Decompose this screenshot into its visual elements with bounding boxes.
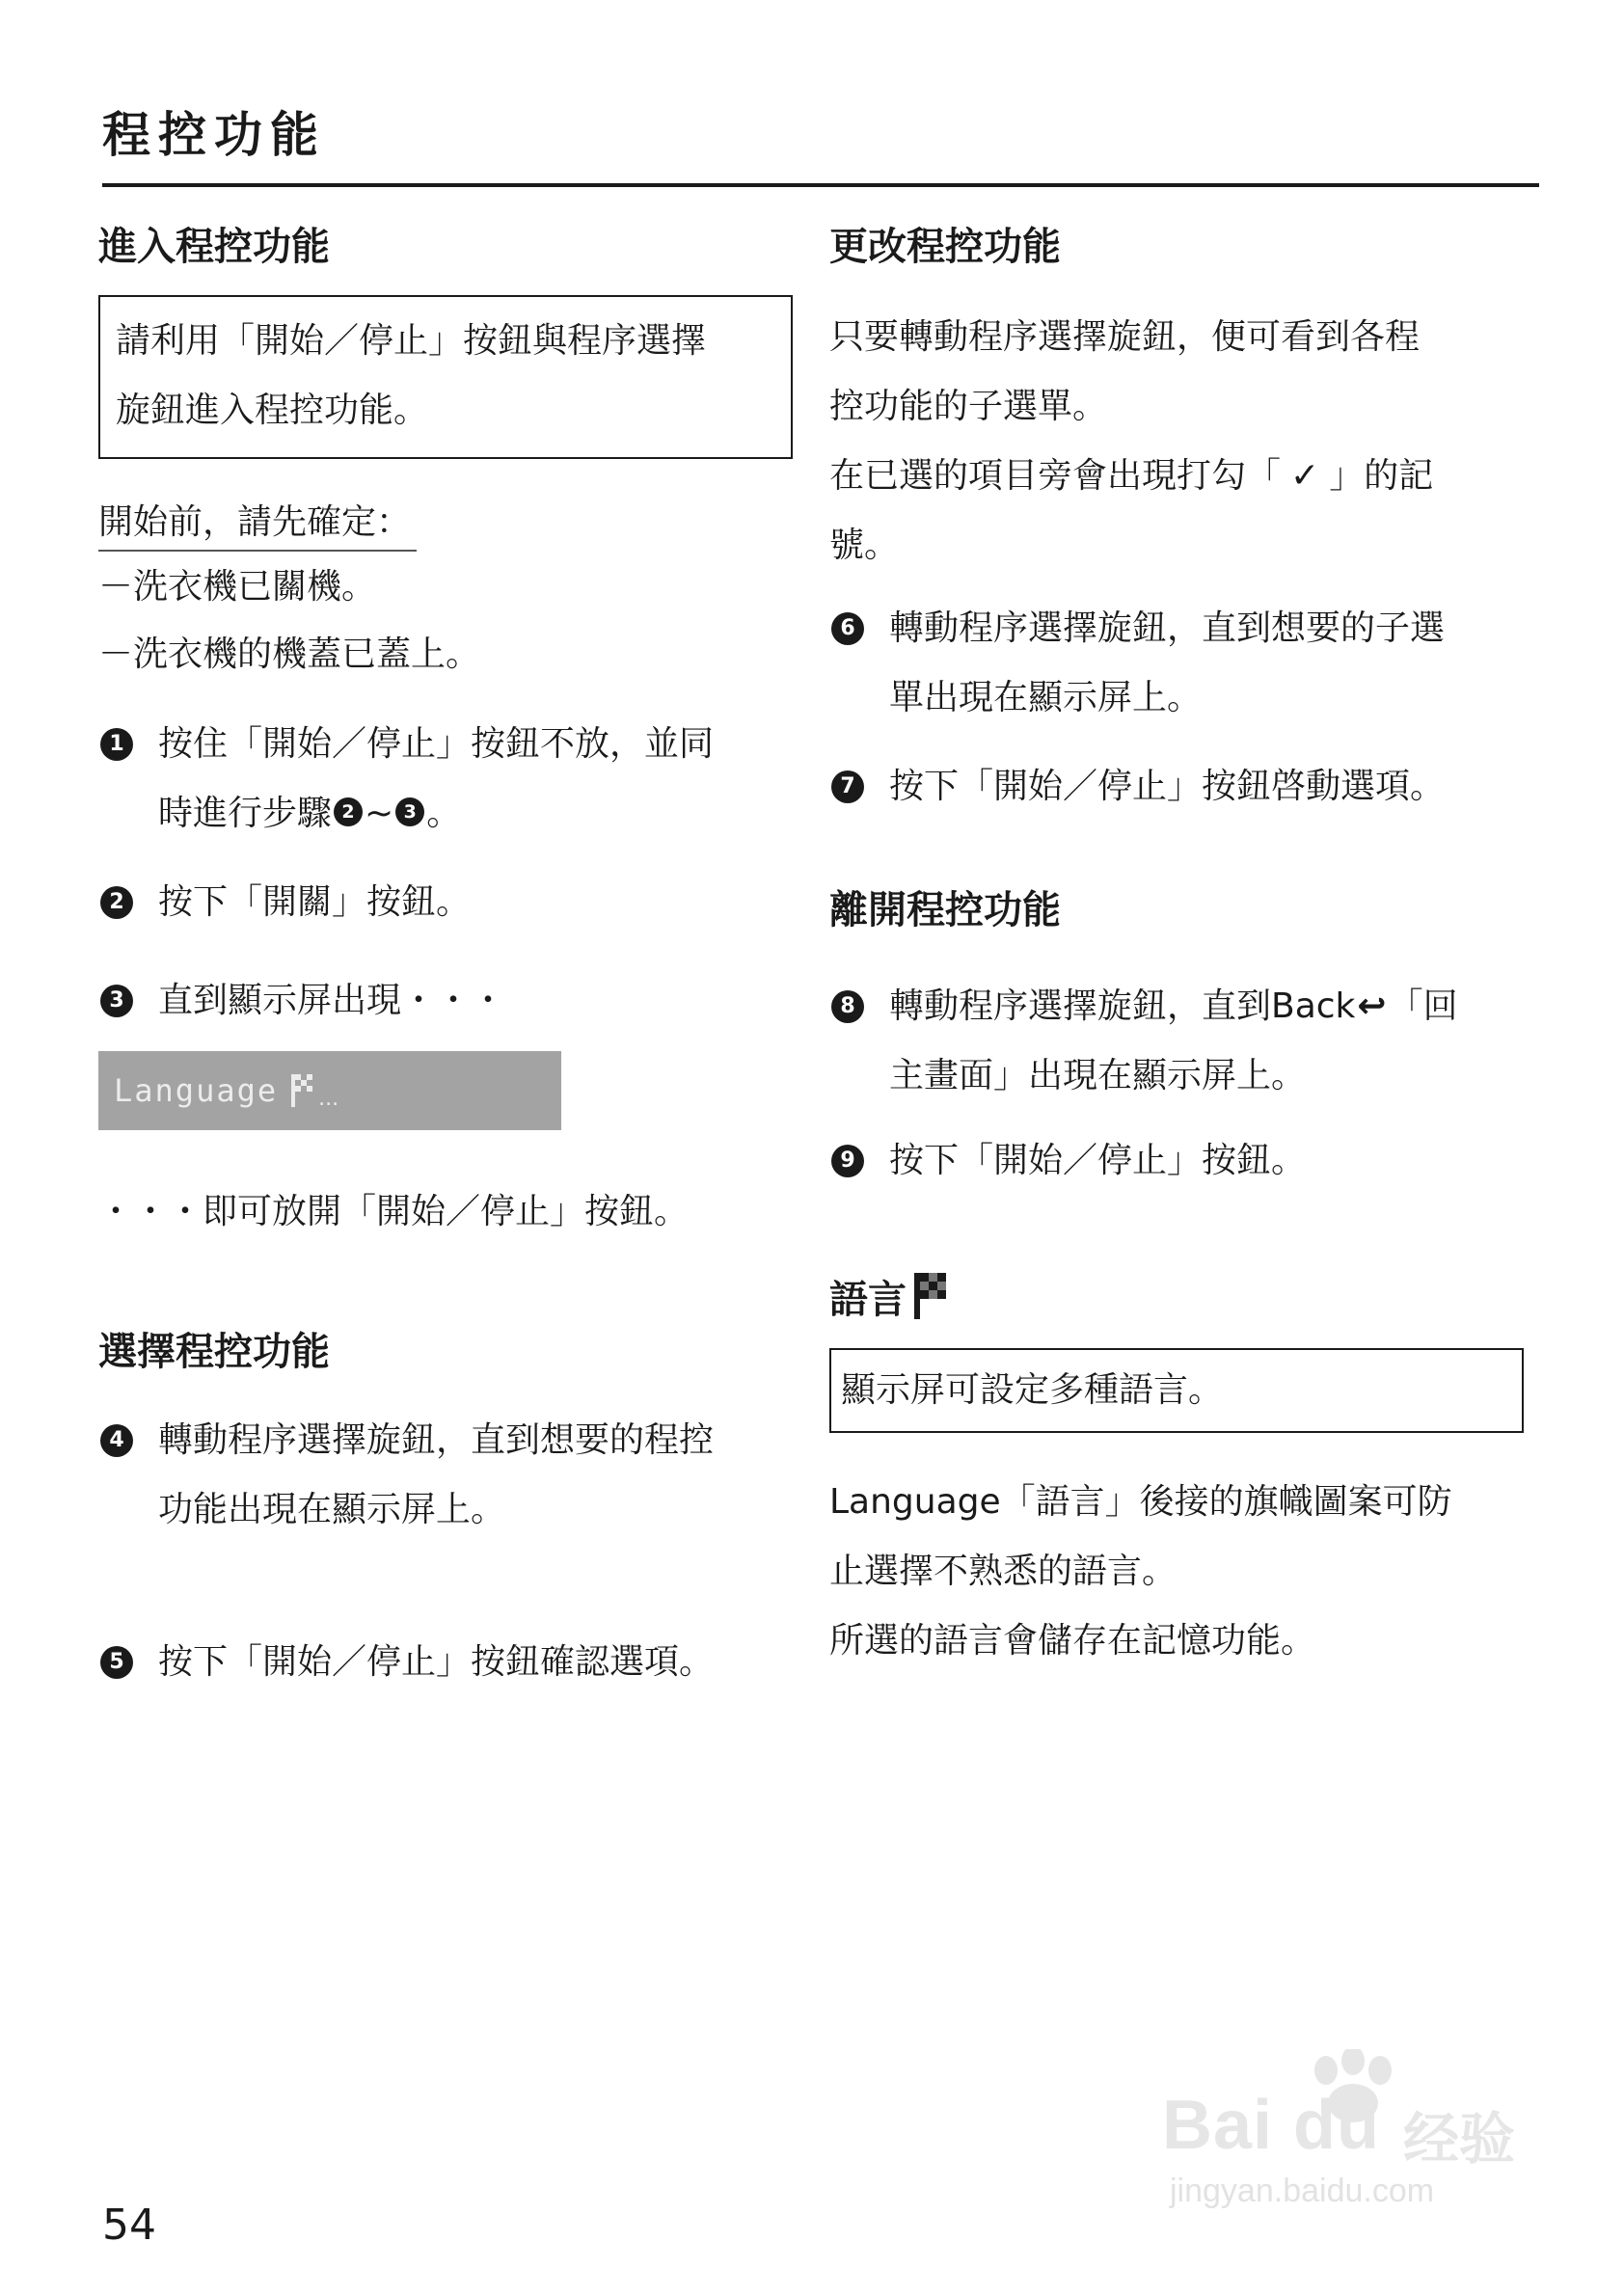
- change-para2-line2: 號。: [829, 526, 900, 565]
- before-label: 開始前，請先確定：: [98, 496, 417, 552]
- step-1-number: 1: [100, 728, 133, 761]
- step-ref-2: 2: [334, 797, 363, 826]
- step-1-end: 。: [426, 794, 462, 833]
- step-6: [829, 594, 1533, 733]
- language-heading-row: [829, 1273, 1533, 1327]
- step-ref-tilde: ~: [365, 794, 394, 833]
- step-1-line1: 按住「開始／停止」按鈕不放，並同: [158, 724, 715, 764]
- language-para: [829, 1468, 1533, 1676]
- step-8-line1: [889, 972, 1458, 1041]
- step-2-number: 2: [100, 886, 133, 919]
- step-5-number: 5: [100, 1646, 133, 1679]
- change-para2-pre: 在已選的項目旁會出現打勾「: [829, 456, 1282, 496]
- watermark-jingyan: 经验: [1403, 2106, 1516, 2172]
- lcd-display: [98, 1051, 561, 1130]
- step-3: [98, 966, 793, 1036]
- step-8-line1-pre: 轉動程序選擇旋鈕，直到Back: [889, 986, 1356, 1026]
- left-column: [98, 220, 793, 1697]
- step-5-text: 按下「開始／停止」按鈕確認選項。: [158, 1642, 715, 1682]
- step-6-line2: 單出現在顯示屏上。: [889, 678, 1203, 717]
- change-para1-line2: 控功能的子選單。: [829, 387, 1108, 426]
- step-4-line2: 功能出現在顯示屏上。: [158, 1490, 506, 1529]
- enter-box-line2: 旋鈕進入程控功能。: [116, 391, 429, 430]
- watermark-url: jingyan.baidu.com: [1170, 2173, 1435, 2209]
- language-box-text: 顯示屏可設定多種語言。: [841, 1370, 1224, 1410]
- step-1-line2-text: 時進行步驟: [158, 794, 333, 833]
- step-1: [98, 710, 793, 849]
- step-4-number: 4: [100, 1424, 133, 1457]
- check-mark-icon: ✓: [1290, 456, 1320, 496]
- step-1-line2: [158, 779, 714, 849]
- step-ref-3: 3: [395, 797, 424, 826]
- enter-heading: 進入程控功能: [98, 225, 330, 269]
- lcd-language-text: Language: [114, 1072, 279, 1109]
- leave-heading: 離開程控功能: [829, 888, 1061, 932]
- enter-box-line1: 請利用「開始／停止」按鈕與程序選擇: [116, 321, 707, 361]
- step-8-line2: 主畫面」出現在顯示屏上。: [889, 1056, 1307, 1095]
- step-8-number: 8: [831, 990, 864, 1023]
- language-para-line2: 止選擇不熟悉的語言。: [829, 1552, 1177, 1591]
- change-para2-line1: [829, 442, 1533, 511]
- step-5: [98, 1628, 793, 1697]
- title-rule: [102, 183, 1539, 187]
- step-6-line1: 轉動程序選擇旋鈕，直到想要的子選: [889, 608, 1446, 648]
- baidu-watermark: [1152, 2049, 1557, 2223]
- step-9: [829, 1126, 1533, 1196]
- step-4: [98, 1406, 793, 1545]
- step-7-text: 按下「開始／停止」按鈕啓動選項。: [889, 767, 1446, 806]
- step-8-line1-post: 「回: [1388, 986, 1458, 1026]
- language-heading: 語言: [829, 1278, 907, 1322]
- select-heading: 選擇程控功能: [98, 1330, 330, 1374]
- language-para-line3: 所選的語言會儲存在記憶功能。: [829, 1621, 1316, 1661]
- step-7-number: 7: [831, 770, 864, 803]
- check-item-2: －洗衣機的機蓋已蓋上。: [98, 635, 481, 674]
- step-3-text: 直到顯示屏出現・・・: [158, 981, 506, 1020]
- step-4-line1: 轉動程序選擇旋鈕，直到想要的程控: [158, 1420, 715, 1460]
- change-para: [829, 303, 1533, 581]
- language-para-line1: Language「語言」後接的旗幟圖案可防: [829, 1482, 1452, 1522]
- language-info-box: [829, 1348, 1524, 1433]
- right-column: [829, 220, 1533, 1676]
- page-number: 54: [102, 2201, 156, 2250]
- back-arrow-icon: ↩: [1357, 986, 1387, 1026]
- step-8: [829, 972, 1533, 1111]
- check-item-1: －洗衣機已關機。: [98, 567, 377, 607]
- step-3-number: 3: [100, 985, 133, 1017]
- step-2: [98, 868, 793, 937]
- step-2-text: 按下「開關」按鈕。: [158, 882, 472, 922]
- enter-info-box: [98, 295, 793, 459]
- step-7: [829, 752, 1533, 822]
- step-9-text: 按下「開始／停止」按鈕。: [889, 1141, 1307, 1180]
- step-9-number: 9: [831, 1145, 864, 1177]
- watermark-logo: Bai du: [1162, 2087, 1381, 2164]
- change-para1-line1: 只要轉動程序選擇旋鈕，便可看到各程: [829, 317, 1421, 357]
- page-title: 程控功能: [102, 107, 326, 163]
- release-text: ・・・即可放開「開始／停止」按鈕。: [98, 1192, 690, 1231]
- change-para2-post: 」的記: [1329, 456, 1434, 496]
- before-block: [98, 496, 793, 689]
- step-6-number: 6: [831, 612, 864, 645]
- flag-icon: [289, 1072, 314, 1109]
- lcd-dots: ...: [318, 1086, 339, 1111]
- language-flag-icon: [912, 1271, 947, 1321]
- change-heading: 更改程控功能: [829, 225, 1061, 269]
